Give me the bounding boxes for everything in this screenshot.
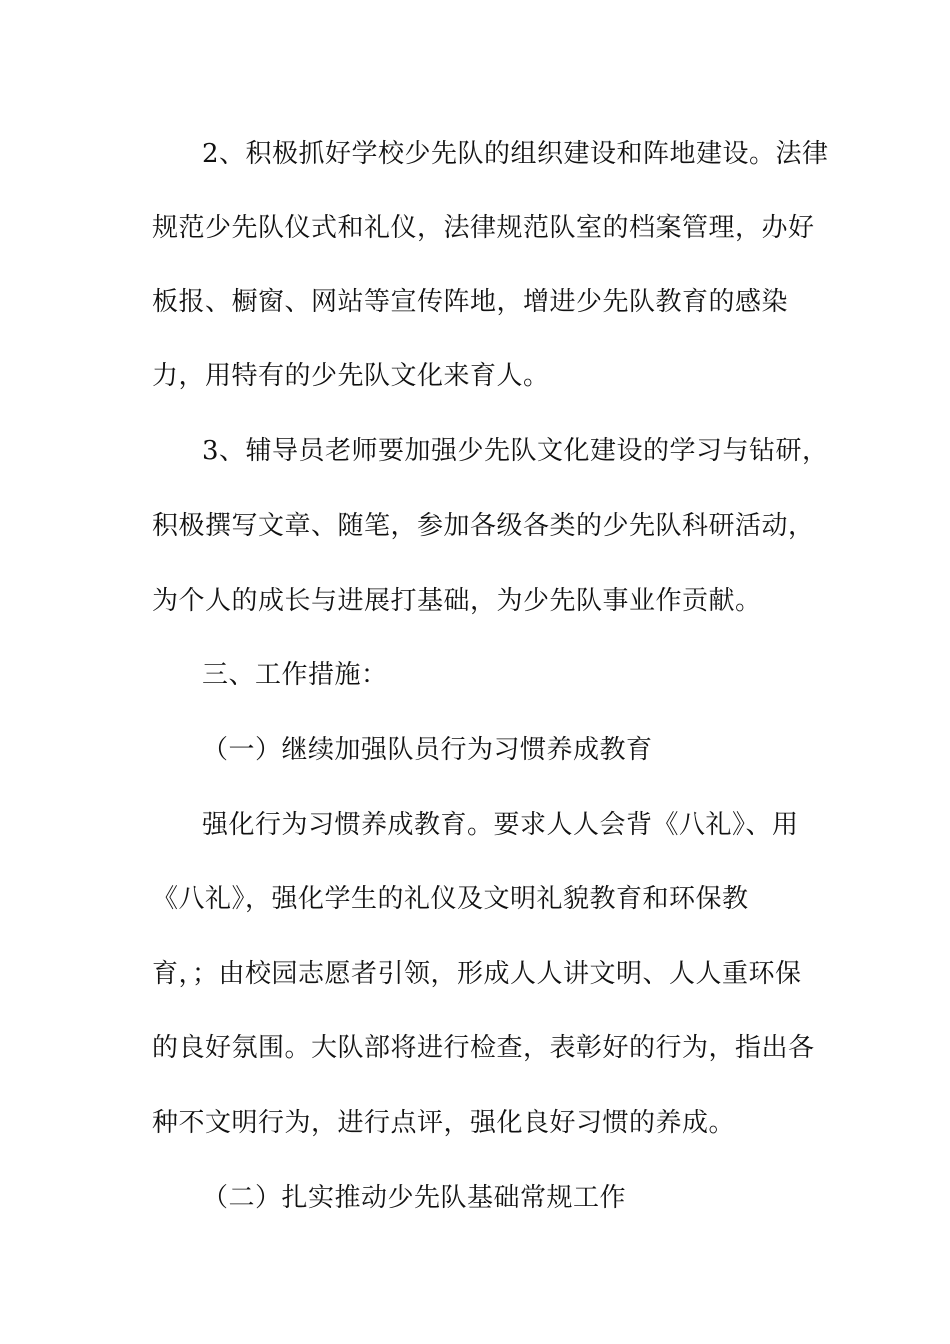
paragraph-line: 的良好氛围。大队部将进行检查，表彰好的行为，指出各: [152, 1033, 815, 1063]
paragraph-line: 3、辅导员老师要加强少先队文化建设的学习与钻研，: [202, 436, 829, 466]
paragraph-line: 规范少先队仪式和礼仪，法律规范队室的档案管理，办好: [152, 213, 815, 243]
paragraph-line: 积极撰写文章、随笔，参加各级各类的少先队科研活动，: [152, 511, 815, 541]
section-heading: 三、工作措施：: [202, 660, 388, 690]
subsection-heading: （一）继续加强队员行为习惯养成教育: [202, 735, 653, 765]
paragraph-line: 《八礼》，强化学生的礼仪及文明礼貌教育和环保教: [152, 884, 749, 914]
subsection-heading: （二）扎实推动少先队基础常规工作: [202, 1183, 627, 1213]
paragraph-line: 板报、橱窗、网站等宣传阵地，增进少先队教育的感染: [152, 287, 789, 317]
paragraph-line: 育，；由校园志愿者引领，形成人人讲文明、人人重环保: [152, 959, 802, 989]
paragraph-line: 为个人的成长与进展打基础，为少先队事业作贡献。: [152, 586, 762, 616]
paragraph-line: 2、积极抓好学校少先队的组织建设和阵地建设。法律: [202, 139, 829, 169]
paragraph-line: 力，用特有的少先队文化来育人。: [152, 361, 550, 391]
paragraph-line: 强化行为习惯养成教育。要求人人会背《八礼》、用: [202, 810, 799, 840]
paragraph-line: 种不文明行为，进行点评，强化良好习惯的养成。: [152, 1108, 736, 1138]
